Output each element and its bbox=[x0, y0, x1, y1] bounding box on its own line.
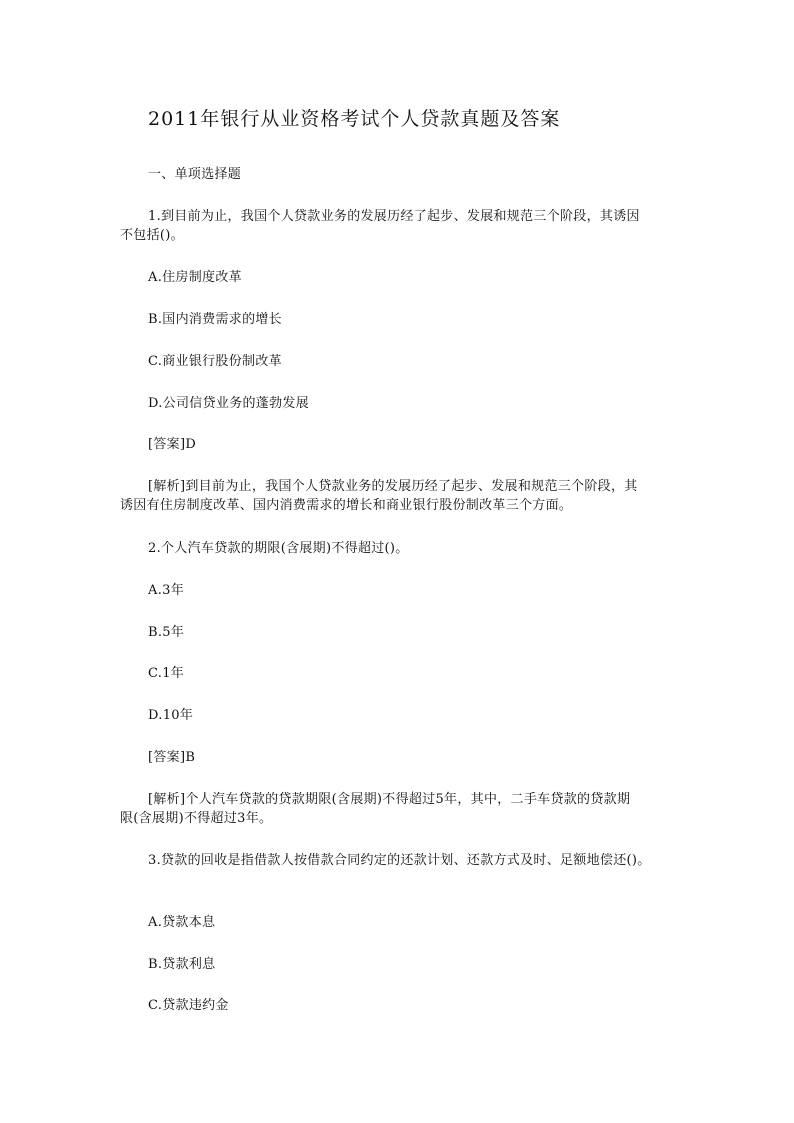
question-1-analysis-line-2: 诱因有住房制度改革、国内消费需求的增长和商业银行股份制改革三个方面。 bbox=[120, 498, 573, 513]
question-3-option-c: C.贷款违约金 bbox=[148, 998, 229, 1013]
question-2-analysis-line-1: [解析]个人汽车贷款的贷款期限(含展期)不得超过5年，其中，二手车贷款的贷款期 bbox=[148, 792, 631, 807]
question-1-answer: [答案]D bbox=[148, 437, 197, 452]
question-1-option-d: D.公司信贷业务的蓬勃发展 bbox=[148, 396, 309, 411]
question-2-option-c: C.1年 bbox=[148, 666, 185, 681]
question-1-option-b: B.国内消费需求的增长 bbox=[148, 312, 282, 327]
question-1-stem-line-1: 1.到目前为止，我国个人贷款业务的发展历经了起步、发展和规范三个阶段，其诱因 bbox=[148, 209, 640, 224]
question-3-option-b: B.贷款利息 bbox=[148, 957, 216, 972]
question-1-analysis-line-1: [解析]到目前为止，我国个人贷款业务的发展历经了起步、发展和规范三个阶段，其 bbox=[148, 479, 638, 494]
question-1-option-c: C.商业银行股份制改革 bbox=[148, 354, 282, 369]
section-heading: 一、单项选择题 bbox=[148, 167, 242, 182]
question-3-stem: 3.贷款的回收是指借款人按借款合同约定的还款计划、还款方式及时、足额地偿还()。 bbox=[148, 853, 651, 868]
question-1-option-a: A.住房制度改革 bbox=[148, 270, 242, 285]
question-2-option-a: A.3年 bbox=[148, 583, 184, 598]
question-2-analysis-line-2: 限(含展期)不得超过3年。 bbox=[120, 811, 273, 826]
question-2-option-d: D.10年 bbox=[148, 708, 194, 723]
question-2-stem: 2.个人汽车贷款的期限(含展期)不得超过()。 bbox=[148, 541, 409, 556]
page-title: 2011年银行从业资格考试个人贷款真题及答案 bbox=[148, 108, 561, 130]
question-1-stem-line-2: 不包括()。 bbox=[120, 228, 184, 243]
question-3-option-a: A.贷款本息 bbox=[148, 915, 216, 930]
question-2-answer: [答案]B bbox=[148, 750, 196, 765]
question-2-option-b: B.5年 bbox=[148, 625, 185, 640]
